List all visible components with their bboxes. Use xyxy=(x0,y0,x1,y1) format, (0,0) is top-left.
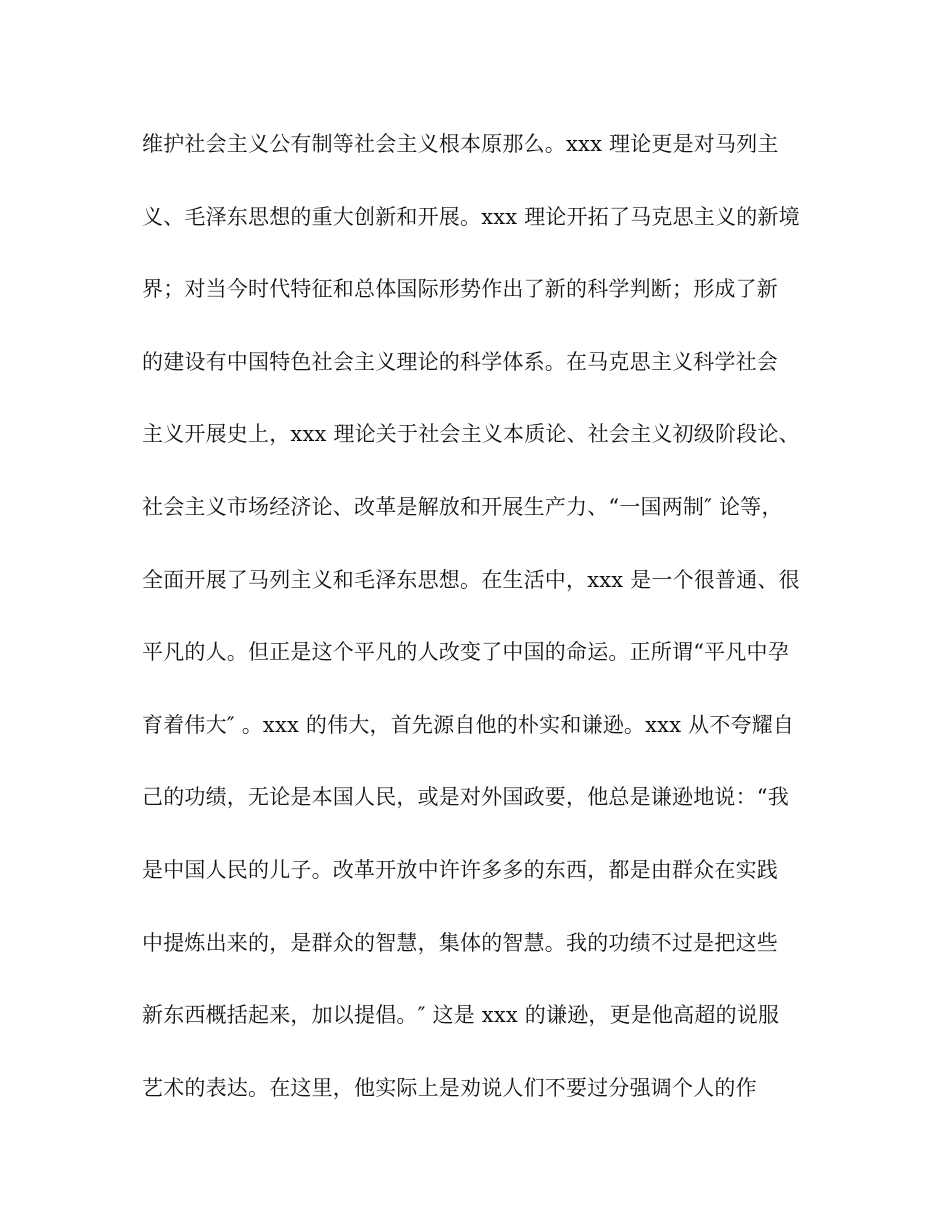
text-line: 己的功绩，无论是本国人民，或是对外国政要，他总是谦逊地说：“我 xyxy=(142,785,789,810)
text-line: 的建设有中国特色社会主义理论的科学体系。在马克思主义科学社会 xyxy=(142,349,778,374)
text-line: 育着伟大″ 。xxx 的伟大，首先源自他的朴实和谦逊。xxx 从不夸耀自 xyxy=(142,712,795,737)
text-line: 新东西概括起来，加以提倡。″ 这是 xxx 的谦逊，更是他高超的说服 xyxy=(142,1003,780,1028)
text-line: 中提炼出来的，是群众的智慧，集体的智慧。我的功绩不过是把这些 xyxy=(142,930,778,955)
text-line: 义、毛泽东思想的重大创新和开展。xxx 理论开拓了马克思主义的新境 xyxy=(142,204,800,229)
text-line: 全面开展了马列主义和毛泽东思想。在生活中，xxx 是一个很普通、很 xyxy=(142,567,800,592)
text-line: 维护社会主义公有制等社会主义根本原那么。xxx 理论更是对马列主 xyxy=(142,132,779,156)
text-line: 界；对当今时代特征和总体国际形势作出了新的科学判断；形成了新 xyxy=(142,277,778,302)
text-line: 社会主义市场经济论、改革是解放和开展生产力、“一国两制″ 论等， xyxy=(142,494,783,519)
body-text xyxy=(142,124,822,1140)
text-line: 平凡的人。但正是这个平凡的人改变了中国的命运。正所谓“平凡中孕 xyxy=(142,640,789,665)
text-line: 主义开展史上，xxx 理论关于社会主义本质论、社会主义初级阶段论、 xyxy=(142,422,800,447)
text-line: 艺术的表达。在这里，他实际上是劝说人们不要过分强调个人的作 xyxy=(142,1075,757,1100)
text-line: 是中国人民的儿子。改革开放中许许多多的东西，都是由群众在实践 xyxy=(142,857,778,882)
